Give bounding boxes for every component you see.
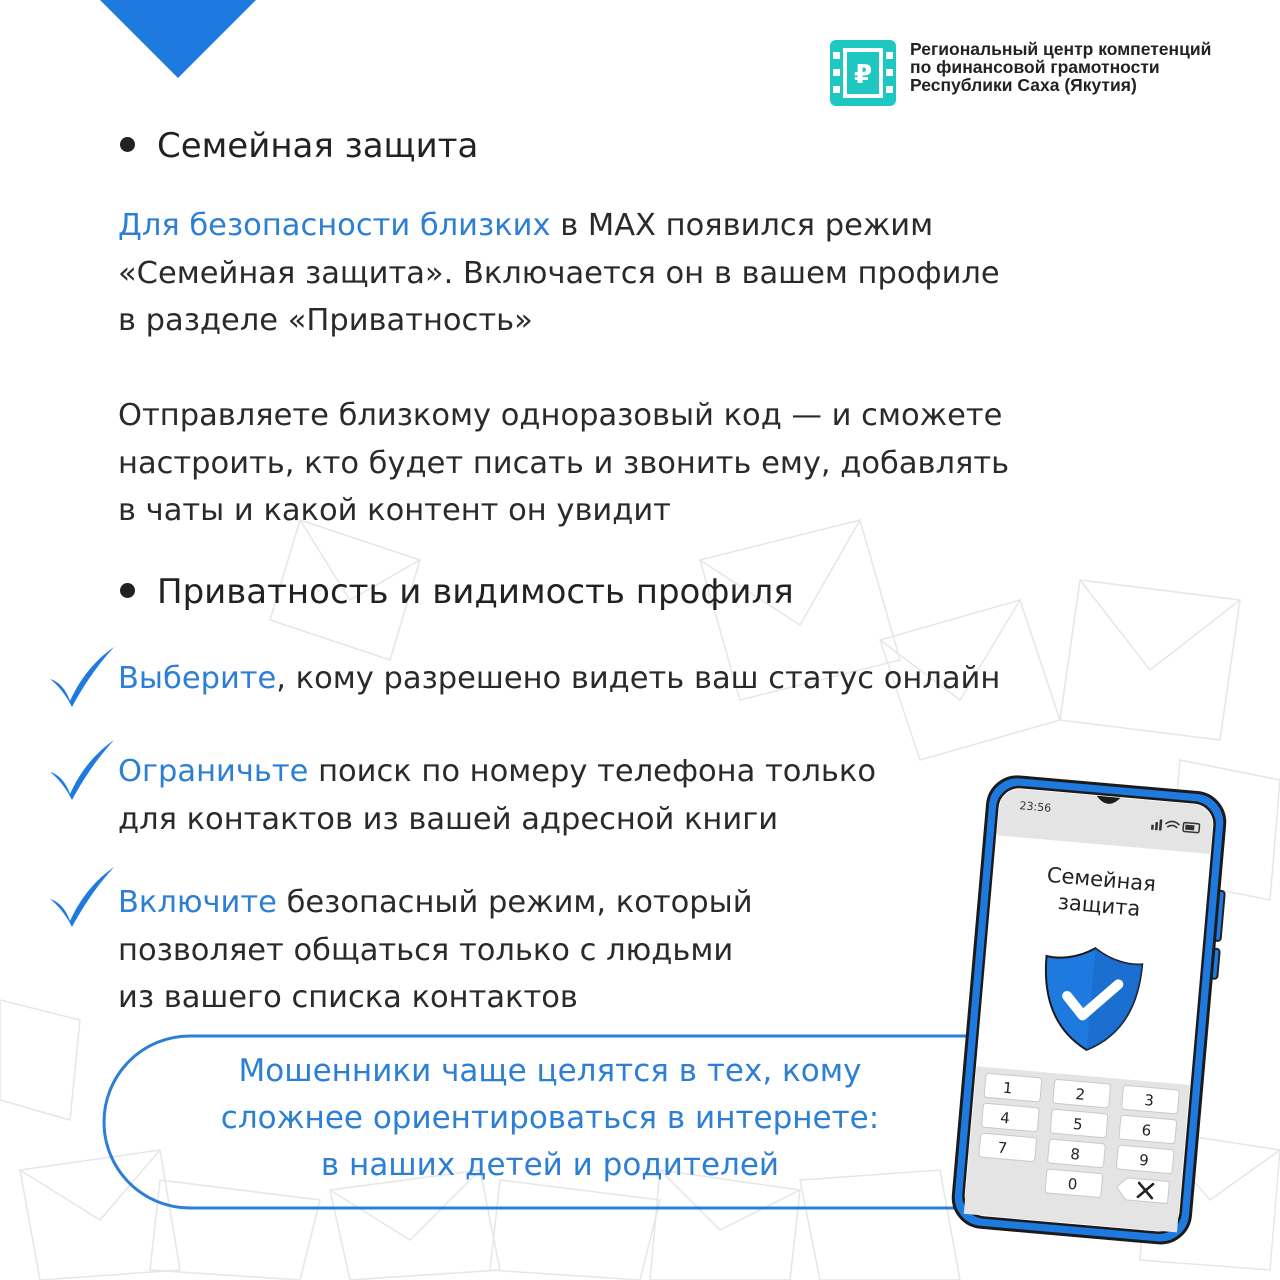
phone-key: 8 bbox=[1069, 1144, 1081, 1164]
organization-name-line: Республики Саха (Якутия) bbox=[910, 75, 1137, 95]
item-text: , кому разрешено видеть ваш статус онлайн bbox=[276, 661, 1001, 696]
highlight-text: Выберите bbox=[118, 661, 277, 696]
phone-illustration bbox=[930, 770, 1250, 1250]
phone-screen-title: защита bbox=[1056, 889, 1142, 921]
item-line: позволяет общаться только с людьми bbox=[118, 932, 734, 968]
callout-line: Мошенники чаще целятся в тех, кому bbox=[238, 1053, 862, 1089]
checkmark-icon bbox=[48, 645, 118, 709]
phone-key: 2 bbox=[1074, 1085, 1086, 1104]
organization-name-line: Региональный центр компетенций bbox=[910, 39, 1212, 59]
bullet-icon bbox=[120, 137, 135, 152]
section-heading-family-protection bbox=[120, 126, 478, 166]
item-line: из вашего списка контактов bbox=[118, 980, 578, 1015]
highlight-text: Ограничьте bbox=[118, 754, 309, 789]
paragraph-text: в MAX появился режим bbox=[550, 208, 934, 243]
bullet-icon bbox=[120, 583, 135, 598]
checkmark-icon bbox=[48, 738, 118, 802]
paragraph-line: в разделе «Приватность» bbox=[118, 303, 533, 338]
paragraph-line: «Семейная защита». Включается он в вашем профиле bbox=[118, 255, 1000, 291]
section-heading-privacy bbox=[120, 572, 794, 612]
heading-text: Семейная защита bbox=[157, 126, 479, 166]
phone-screen-title: Семейная bbox=[1045, 862, 1157, 897]
paragraph-one-time-code bbox=[118, 392, 1009, 535]
item-line: для контактов из вашей адресной книги bbox=[118, 801, 779, 837]
item-text: безопасный режим, который bbox=[276, 885, 753, 920]
phone-key: 6 bbox=[1140, 1121, 1153, 1140]
ruble-film-icon bbox=[830, 40, 896, 106]
callout-warning bbox=[110, 1048, 990, 1189]
svg-text:₽: ₽ bbox=[853, 60, 873, 90]
item-text: поиск по номеру телефона только bbox=[308, 754, 876, 789]
phone-key: 9 bbox=[1138, 1150, 1150, 1170]
organization-name bbox=[910, 40, 1211, 94]
phone-key: 4 bbox=[999, 1108, 1011, 1128]
phone-key: 0 bbox=[1066, 1174, 1079, 1194]
paragraph-line: Отправляете близкому одноразовый код — и сможете bbox=[118, 398, 1003, 433]
phone-key: 3 bbox=[1143, 1091, 1155, 1110]
highlight-text: Включите bbox=[118, 885, 277, 920]
paragraph-family-protection-intro bbox=[118, 202, 1000, 345]
phone-key: 7 bbox=[996, 1138, 1008, 1158]
organization-name-line: по финансовой грамотности bbox=[910, 57, 1160, 77]
heading-text: Приватность и видимость профиля bbox=[157, 572, 794, 612]
phone-time: 23:56 bbox=[1018, 799, 1052, 815]
highlight-text: Для безопасности близких bbox=[118, 208, 551, 243]
callout-line: в наших детей и родителей bbox=[320, 1147, 780, 1183]
paragraph-line: настроить, кто будет писать и звонить ему, добавлять bbox=[118, 445, 1010, 481]
organization-logo bbox=[830, 40, 1211, 106]
phone-key: 1 bbox=[1002, 1078, 1014, 1098]
callout-line: сложнее ориентироваться в интернете: bbox=[220, 1100, 880, 1136]
checkmark-icon bbox=[48, 865, 118, 929]
phone-key: 5 bbox=[1072, 1114, 1084, 1134]
paragraph-line: в чаты и какой контент он увидит bbox=[118, 493, 671, 528]
